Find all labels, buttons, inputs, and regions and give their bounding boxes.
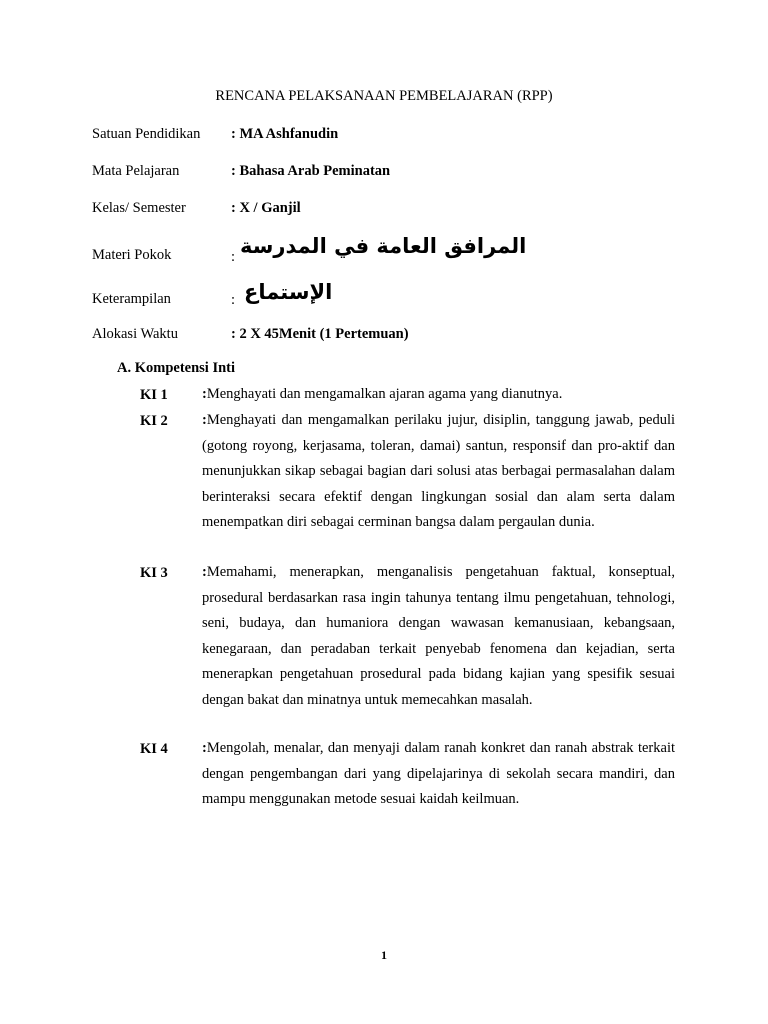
ki-1-colon: :: [202, 386, 207, 402]
ki-4-label: KI 4: [140, 741, 168, 757]
label-alokasi-waktu: Alokasi Waktu: [92, 326, 178, 342]
label-keterampilan: Keterampilan: [92, 291, 171, 307]
label-materi-pokok: Materi Pokok: [92, 247, 172, 263]
ki-4-body: Mengolah, menalar, dan menyaji dalam ranah konkret dan ranah abstrak terkait dengan pengembangan dari yang dipelajarinya di sekolah secara mandiri, dan mampu menggunakan metode sesuai kaidah keilmuan.: [202, 740, 675, 808]
ki-3-label: KI 3: [140, 565, 168, 581]
ki-2-colon: :: [202, 412, 207, 428]
ki-1-label: KI 1: [140, 387, 168, 403]
document-title: RENCANA PELAKSANAAN PEMBELAJARAN (RPP): [215, 88, 553, 104]
page-number: 1: [381, 948, 387, 962]
value-satuan-pendidikan: : MA Ashfanudin: [231, 126, 339, 142]
value-alokasi-waktu: : 2 X 45Menit (1 Pertemuan): [231, 326, 409, 342]
label-kelas-semester: Kelas/ Semester: [92, 200, 186, 216]
ki-2-text: [202, 408, 675, 536]
label-satuan-pendidikan: Satuan Pendidikan: [92, 126, 201, 142]
ki-4-colon: :: [202, 740, 207, 756]
ki-1-text: [202, 382, 675, 408]
label-mata-pelajaran: Mata Pelajaran: [92, 163, 180, 179]
ki-3-body: Memahami, menerapkan, menganalisis pengetahuan faktual, konseptual, prosedural berdasarkan rasa ingin tahunya tentang ilmu pengetahuan, tehnologi, seni, budaya, dan humaniora dengan wawasan kemanusiaan, kebangsaan, kenegaraan, dan peradaban terkait penyebab fenomena dan kejadian, serta menerapkan pengetahuan prosedural pada bidang kajian yang spesifik sesuai dengan bakat dan minatnya untuk memecahkan masalah.: [202, 564, 675, 708]
ki-1-body: Menghayati dan mengamalkan ajaran agama yang dianutnya.: [206, 386, 563, 402]
colon-materi-pokok: :: [231, 249, 236, 265]
colon-keterampilan: :: [231, 292, 236, 308]
section-kompetensi-inti: A. Kompetensi Inti: [117, 360, 236, 376]
value-keterampilan-arabic: الإستماع: [244, 280, 333, 304]
value-kelas-semester: : X / Ganjil: [231, 200, 301, 216]
value-mata-pelajaran: : Bahasa Arab Peminatan: [231, 163, 391, 179]
ki-2-body: Menghayati dan mengamalkan perilaku jujur, disiplin, tanggung jawab, peduli (gotong royong, kerjasama, toleran, damai) santun, responsif dan pro-aktif dan menunjukkan sikap sebagai bagian dari solusi atas berbagai permasalahan dalam berinteraksi secara efektif dengan lingkungan sosial dan alam serta dalam menempatkan diri sebagai cerminan bangsa dalam pergaulan dunia.: [202, 412, 675, 531]
value-materi-pokok-arabic: المرافق العامة في المدرسة: [240, 234, 527, 258]
ki-3-text: [202, 560, 675, 714]
ki-4-text: [202, 736, 675, 813]
ki-3-colon: :: [202, 564, 207, 580]
ki-2-label: KI 2: [140, 413, 168, 429]
